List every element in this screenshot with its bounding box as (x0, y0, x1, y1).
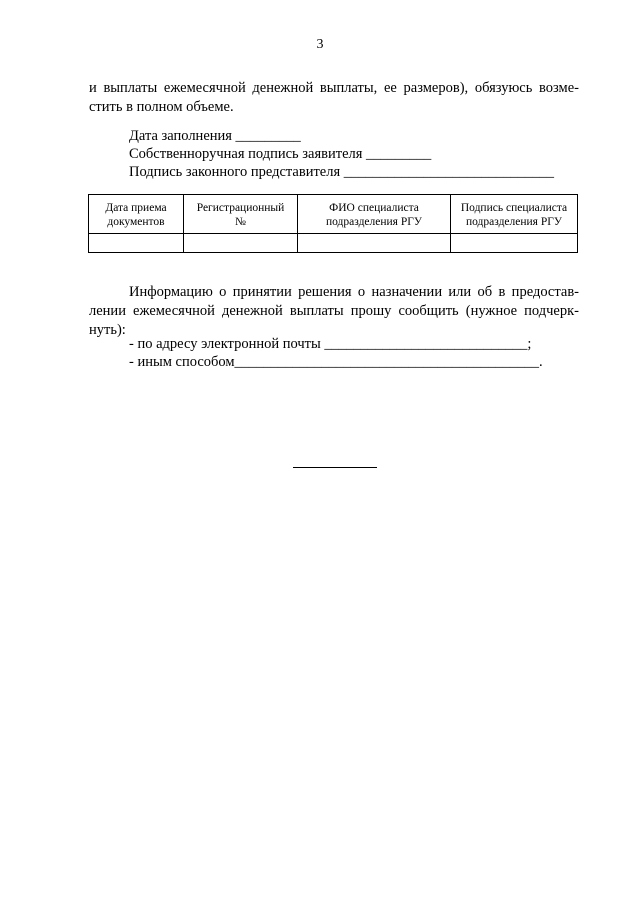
intro-paragraph (89, 79, 579, 117)
intro-line-2: стить в полном объеме. (89, 99, 234, 115)
fill-date-field[interactable]: Дата заполнения _________ (129, 128, 301, 144)
cell-registration-number[interactable] (184, 234, 298, 253)
table-header-row (89, 195, 578, 234)
notice-paragraph (89, 283, 579, 340)
notice-line-2: лении ежемесячной денежной выплаты прошу сообщить (нужное подчерк- (89, 303, 579, 319)
option-other-field[interactable]: - иным способом__________________________________________. (129, 354, 543, 370)
table-row (89, 234, 578, 253)
header-specialist-signature: Подпись специалиста подразделения РГУ (451, 195, 578, 234)
representative-signature-field[interactable]: Подпись законного представителя _____________________________ (129, 164, 555, 180)
header-registration-number: Регистрационный № (184, 195, 298, 234)
header-date-received: Дата приема документов (89, 195, 184, 234)
option-email-field[interactable]: - по адресу электронной почты ____________________________; (129, 336, 532, 352)
cell-specialist-signature[interactable] (451, 234, 578, 253)
notice-line-1: Информацию о принятии решения о назначении или об в предостав- (129, 284, 579, 300)
applicant-signature-field[interactable]: Собственноручная подпись заявителя _________ (129, 146, 432, 162)
closing-divider (293, 467, 377, 468)
page-number: 3 (316, 37, 324, 52)
cell-specialist-name[interactable] (298, 234, 451, 253)
cell-date-received[interactable] (89, 234, 184, 253)
notice-line-3: нуть): (89, 322, 126, 338)
header-specialist-name: ФИО специалиста подразделения РГУ (298, 195, 451, 234)
registration-table (88, 194, 578, 253)
intro-line-1: и выплаты ежемесячной денежной выплаты, ее размеров), обязуюсь возме- (89, 80, 579, 96)
